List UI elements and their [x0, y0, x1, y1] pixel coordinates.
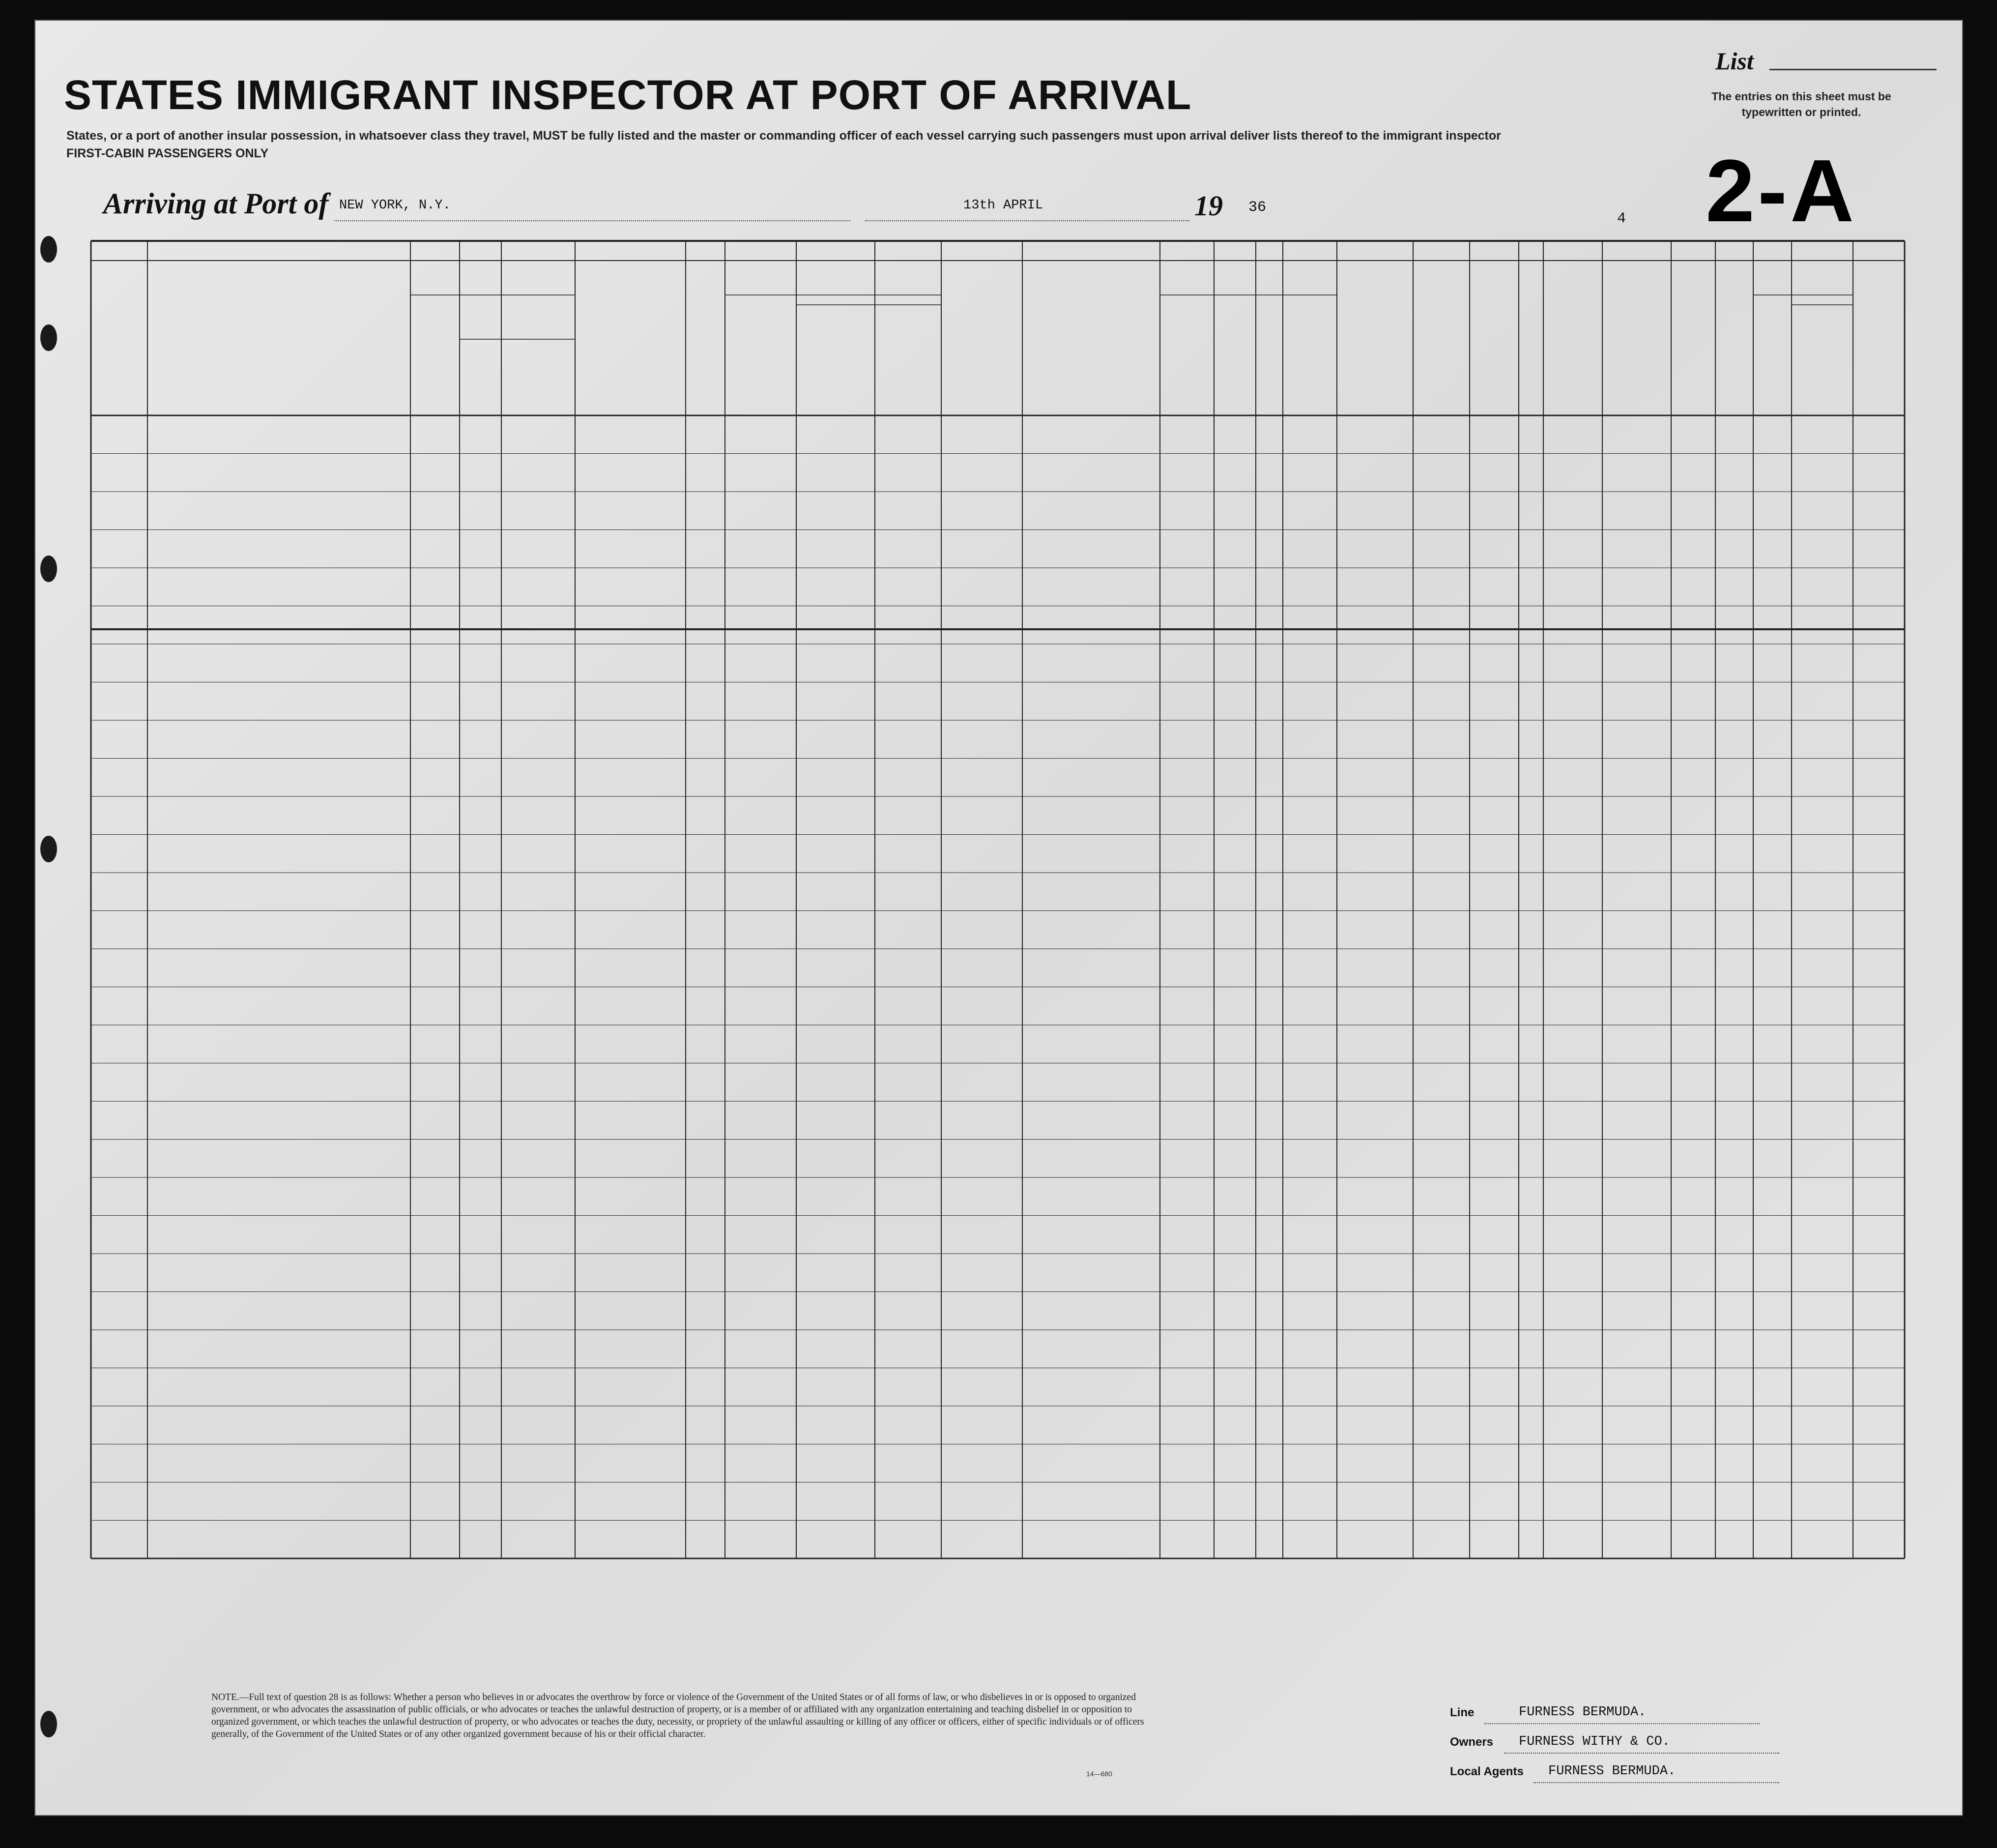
- line-label: Line: [1450, 1706, 1475, 1719]
- binding-hole: [40, 324, 57, 351]
- owners-underline: [1504, 1753, 1779, 1754]
- owners-label: Owners: [1450, 1735, 1494, 1749]
- arrival-date: 13th APRIL: [963, 198, 1043, 213]
- column-header-31: [1498, 268, 1516, 408]
- arrival-year-suffix: 36: [1248, 199, 1267, 216]
- binding-hole: [40, 1711, 57, 1737]
- column-header-26: [1314, 268, 1334, 408]
- column-header-25: [1287, 268, 1307, 408]
- column-header-28: [1365, 268, 1410, 408]
- list-label: List: [1715, 47, 1754, 75]
- sheet-id: 2-A: [1706, 142, 1857, 240]
- page-title: STATES IMMIGRANT INSPECTOR AT PORT OF ARRIVAL: [64, 72, 1192, 118]
- line-underline: [1484, 1723, 1760, 1724]
- arriving-label: Arriving at Port of: [103, 187, 329, 220]
- binding-hole: [40, 556, 57, 582]
- form-code: 14—680: [1086, 1770, 1112, 1778]
- arrival-year-prefix: 19: [1194, 190, 1223, 222]
- column-header-19: [579, 268, 597, 408]
- column-header-30: [1474, 268, 1491, 408]
- agents-value: FURNESS BERMUDA.: [1548, 1764, 1676, 1779]
- line-value: FURNESS BERMUDA.: [1519, 1705, 1647, 1720]
- binding-hole: [40, 836, 57, 862]
- column-header-29: [1417, 268, 1467, 408]
- arrival-port: NEW YORK, N.Y.: [339, 198, 451, 213]
- column-header-27: [1341, 268, 1359, 408]
- footnote: NOTE.—Full text of question 28 is as follows: Whether a person who believes in or advocates the overthrow by force or violence of the Government of the United States or of all forms of law, or who disbelieves in or is opposed to organized government, or who advocates the assassination of public officials, or who advocates or teaches the unlawful destruction of property, or is a member of or affiliated with any organization entertaining and teaching disbelief in or opposition to organized government, or which teaches the unlawful destruction of property, or who advocates or teaches the duty, necessity, or propriety of the unlawful assaulting or killing of any officer or officers, either of specific individuals or of officers generally, of the Government of the United States or of any other organized government because of his or their official character.: [211, 1692, 1144, 1739]
- sheet-note: The entries on this sheet must be typewritten or printed.: [1711, 90, 1891, 118]
- owners-value: FURNESS WITHY & CO.: [1519, 1734, 1670, 1749]
- binding-hole: [40, 236, 57, 263]
- page-subtitle: States, or a port of another insular possession, in whatsoever class they travel, MUST be fully listed and the master or commanding officer of each vessel carrying such passengers must upon arrival deliver lists thereof to the immigrant inspector: [66, 129, 1501, 143]
- column-header-21: [690, 268, 722, 408]
- agents-label: Local Agents: [1450, 1765, 1524, 1778]
- cabin-class: FIRST-CABIN PASSENGERS ONLY: [66, 147, 269, 160]
- page-number: 4: [1617, 210, 1626, 227]
- agents-underline: [1534, 1782, 1779, 1783]
